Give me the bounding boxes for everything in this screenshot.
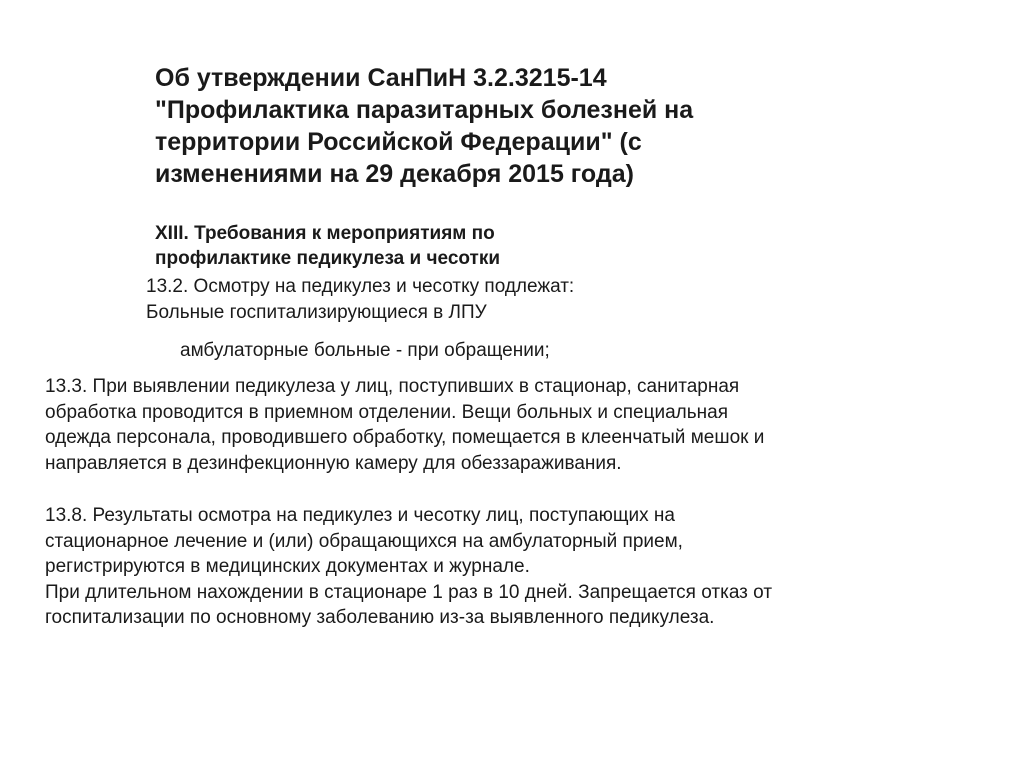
paragraph-line: При длительном нахождении в стационаре 1 раз в 10 дней. Запрещается отказ от [45, 581, 773, 603]
title-line: Об утверждении СанПиН 3.2.3215-14 [155, 64, 607, 92]
paragraph-line: 13.8. Результаты осмотра на педикулез и чесотку лиц, поступающих на [45, 505, 675, 526]
section-heading-line: XIII. Требования к мероприятиям по [155, 223, 495, 244]
item-13-2-heading: 13.2. Осмотру на педикулез и чесотку подлежат: [146, 276, 575, 297]
item-13-2-inpatients: Больные госпитализирующиеся в ЛПУ [146, 302, 487, 323]
paragraph-line: стационарное лечение и (или) обращающихся на амбулаторный прием, [45, 530, 683, 552]
item-13-2-outpatients: амбулаторные больные - при обращении; [180, 340, 550, 361]
paragraph-line: направляется в дезинфекционную камеру для обеззараживания. [45, 452, 622, 474]
document-title [155, 62, 855, 190]
paragraph-line: госпитализации по основному заболеванию из-за выявленного педикулеза. [45, 607, 715, 628]
paragraph-line: регистрируются в медицинских документах и журнале. [45, 556, 530, 577]
title-line: "Профилактика паразитарных болезней на [155, 96, 694, 124]
paragraph-line: одежда персонала, проводившего обработку, помещается в клеенчатый мешок и [45, 427, 765, 448]
title-line: изменениями на 29 декабря 2015 года) [155, 160, 634, 188]
paragraph-line: обработка проводится в приемном отделении. Вещи больных и специальная [45, 401, 728, 423]
section-heading [155, 221, 855, 271]
paragraph-line: 13.3. При выявлении педикулеза у лиц, поступивших в стационар, санитарная [45, 376, 740, 397]
title-line: территории Российской Федерации" (с [155, 128, 642, 156]
item-13-8-paragraph [45, 503, 995, 631]
section-heading-line: профилактике педикулеза и чесотки [155, 248, 501, 269]
item-13-3-paragraph [45, 374, 995, 476]
